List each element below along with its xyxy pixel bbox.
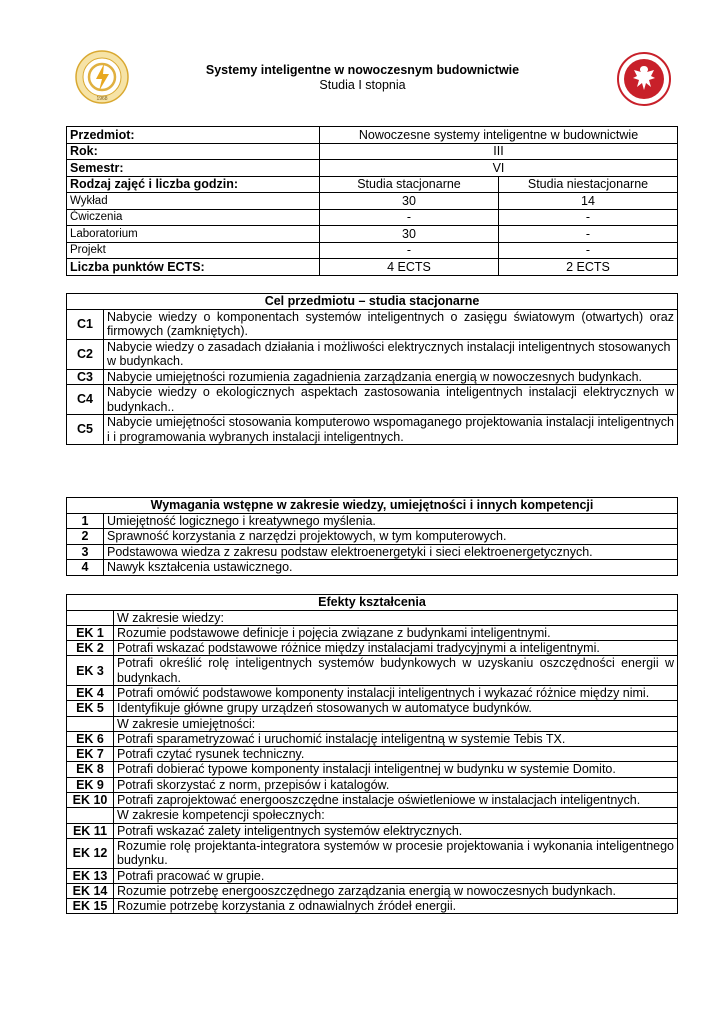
effect-code: EK 14 xyxy=(67,883,114,898)
hours-value: 30 xyxy=(320,226,499,243)
effect-text: Identyfikuje główne grupy urządzeń stosowanych w automatyce budynków. xyxy=(114,701,678,716)
table-row xyxy=(67,127,678,144)
goal-code: C1 xyxy=(67,309,104,339)
table-row xyxy=(67,193,678,210)
effect-text: Potrafi omówić podstawowe komponenty instalacji inteligentnych i wykazać różnice między nimi. xyxy=(114,685,678,700)
effect-text: Potrafi dobierać typowe komponenty instalacji inteligentnej w budynku w systemie Domito. xyxy=(114,762,678,777)
document-title: Systemy inteligentne w nowoczesnym budownictwie xyxy=(205,63,520,77)
table-row xyxy=(67,369,678,385)
table-row xyxy=(67,656,678,686)
table-header-row xyxy=(67,595,678,611)
goal-text: Nabycie umiejętności stosowania komputerowo wspomaganego projektowania instalacji inteligentnych i i programowania wybranych instalacji inteligentnych. xyxy=(104,415,678,445)
effect-code: EK 11 xyxy=(67,823,114,838)
year-label: Rok: xyxy=(67,143,320,160)
goal-text-line: w budynkach. xyxy=(107,354,184,368)
hours-value: - xyxy=(499,226,678,243)
hours-type-label: Laboratorium xyxy=(67,226,320,243)
effect-text: Potrafi wskazać zalety inteligentnych systemów elektrycznych. xyxy=(114,823,678,838)
table-row xyxy=(67,560,678,576)
table-row xyxy=(67,823,678,838)
goal-text: Nabycie wiedzy o komponentach systemów inteligentnych o zasięgu światowym (otwartych) oraz firmowych (zamkniętych). xyxy=(104,309,678,339)
table-header-row xyxy=(67,498,678,514)
table-row xyxy=(67,339,678,369)
subject-label: Przedmiot: xyxy=(67,127,320,144)
table-row xyxy=(67,242,678,259)
effect-code: EK 13 xyxy=(67,868,114,883)
table-row xyxy=(67,259,678,276)
table-row xyxy=(67,731,678,746)
effect-text: Rozumie potrzebę korzystania z odnawialnych źródeł energii. xyxy=(114,899,678,914)
effect-text: Potrafi pracować w grupie. xyxy=(114,868,678,883)
semester-value: VI xyxy=(320,160,678,177)
hours-value: - xyxy=(499,209,678,226)
table-row xyxy=(67,385,678,415)
goal-text xyxy=(104,339,678,369)
hours-type-label: Ćwiczenia xyxy=(67,209,320,226)
section-row xyxy=(67,716,678,731)
document-header xyxy=(0,63,725,93)
table-row xyxy=(67,899,678,914)
effect-code: EK 9 xyxy=(67,777,114,792)
effect-code: EK 10 xyxy=(67,793,114,808)
hours-value: 30 xyxy=(320,193,499,210)
table-row xyxy=(67,544,678,560)
table-row xyxy=(67,309,678,339)
section-title: W zakresie kompetencji społecznych: xyxy=(114,808,678,823)
table-row xyxy=(67,529,678,545)
effect-text: Rozumie rolę projektanta-integratora systemów w procesie projektowania i wykonania inteligentnego budynku. xyxy=(114,838,678,868)
table-row xyxy=(67,160,678,177)
requirement-code: 4 xyxy=(67,560,104,576)
effect-code: EK 12 xyxy=(67,838,114,868)
effect-text: Potrafi zaprojektować energooszczędne instalacje oświetleniowe w instalacjach inteligentnych. xyxy=(114,793,678,808)
subject-table xyxy=(66,126,678,276)
hours-header-label: Rodzaj zajęć i liczba godzin: xyxy=(67,176,320,193)
table-row xyxy=(67,415,678,445)
table-row xyxy=(67,747,678,762)
effect-text: Potrafi wskazać podstawowe różnice między instalacjami tradycyjnymi a inteligentnymi. xyxy=(114,641,678,656)
effect-text: Potrafi sparametryzować i uruchomić instalację inteligentną w systemie Tebis TX. xyxy=(114,731,678,746)
table-row xyxy=(67,793,678,808)
section-row xyxy=(67,610,678,625)
goals-table xyxy=(66,293,678,445)
table-row xyxy=(67,838,678,868)
table-row xyxy=(67,883,678,898)
effect-code: EK 5 xyxy=(67,701,114,716)
effect-code: EK 8 xyxy=(67,762,114,777)
table-row xyxy=(67,176,678,193)
effect-code: EK 3 xyxy=(67,656,114,686)
hours-value: - xyxy=(320,242,499,259)
goal-code: C3 xyxy=(67,369,104,385)
effect-text: Potrafi skorzystać z norm, przepisów i katalogów. xyxy=(114,777,678,792)
requirement-text: Nawyk kształcenia ustawicznego. xyxy=(104,560,678,576)
effect-text: Rozumie podstawowe definicje i pojęcia związane z budynkami inteligentnymi. xyxy=(114,625,678,640)
requirement-code: 3 xyxy=(67,544,104,560)
effect-code: EK 1 xyxy=(67,625,114,640)
table-row xyxy=(67,685,678,700)
table-row xyxy=(67,762,678,777)
subject-value: Nowoczesne systemy inteligentne w budownictwie xyxy=(320,127,678,144)
effect-code: EK 6 xyxy=(67,731,114,746)
requirement-text: Umiejętność logicznego i kreatywnego myślenia. xyxy=(104,513,678,529)
requirement-text: Podstawowa wiedza z zakresu podstaw elektroenergetyki i sieci elektroenergetycznych. xyxy=(104,544,678,560)
ects-label: Liczba punktów ECTS: xyxy=(67,259,320,276)
year-value: III xyxy=(320,143,678,160)
ects-value: 4 ECTS xyxy=(320,259,499,276)
effects-header: Efekty kształcenia xyxy=(67,595,678,611)
effect-code: EK 4 xyxy=(67,685,114,700)
requirement-code: 1 xyxy=(67,513,104,529)
hours-header-extramural: Studia niestacjonarne xyxy=(499,176,678,193)
hours-type-label: Wykład xyxy=(67,193,320,210)
document-subtitle: Studia I stopnia xyxy=(319,78,406,92)
table-header-row xyxy=(67,294,678,310)
goal-text: Nabycie wiedzy o ekologicznych aspektach zastosowania inteligentnych instalacji elektrycznych w budynkach.. xyxy=(104,385,678,415)
semester-label: Semestr: xyxy=(67,160,320,177)
goal-text: Nabycie umiejętności rozumienia zagadnienia zarządzania energią w nowoczesnych budynkach. xyxy=(104,369,678,385)
effect-text: Rozumie potrzebę energooszczędnego zarządzania energią w nowoczesnych budynkach. xyxy=(114,883,678,898)
section-title: W zakresie wiedzy: xyxy=(114,610,678,625)
hours-value: - xyxy=(320,209,499,226)
table-row xyxy=(67,701,678,716)
effect-code: EK 7 xyxy=(67,747,114,762)
table-row xyxy=(67,209,678,226)
table-row xyxy=(67,513,678,529)
requirement-text: Sprawność korzystania z narzędzi projektowych, w tym komputerowych. xyxy=(104,529,678,545)
goal-code: C4 xyxy=(67,385,104,415)
section-row xyxy=(67,808,678,823)
table-row xyxy=(67,143,678,160)
table-row xyxy=(67,777,678,792)
effect-code: EK 15 xyxy=(67,899,114,914)
goal-code: C5 xyxy=(67,415,104,445)
table-row xyxy=(67,868,678,883)
hours-value: 14 xyxy=(499,193,678,210)
hours-value: - xyxy=(499,242,678,259)
requirements-table xyxy=(66,497,678,576)
requirement-code: 2 xyxy=(67,529,104,545)
goals-header: Cel przedmiotu – studia stacjonarne xyxy=(67,294,678,310)
hours-header-stationary: Studia stacjonarne xyxy=(320,176,499,193)
table-row xyxy=(67,641,678,656)
seal-year: 1968 xyxy=(96,96,108,102)
section-title: W zakresie umiejętności: xyxy=(114,716,678,731)
table-row xyxy=(67,625,678,640)
goal-text-line: Nabycie wiedzy o zasadach działania i możliwości elektrycznych instalacji inteligentnych stosowanych xyxy=(107,339,671,354)
goal-code: C2 xyxy=(67,339,104,369)
hours-type-label: Projekt xyxy=(67,242,320,259)
requirements-header: Wymagania wstępne w zakresie wiedzy, umiejętności i innych kompetencji xyxy=(67,498,678,514)
table-row xyxy=(67,226,678,243)
effect-text: Potrafi określić rolę inteligentnych systemów budynkowych w uzyskaniu oszczędności energii w budynkach. xyxy=(114,656,678,686)
effects-table xyxy=(66,594,678,914)
ects-value: 2 ECTS xyxy=(499,259,678,276)
effect-text: Potrafi czytać rysunek techniczny. xyxy=(114,747,678,762)
effect-code: EK 2 xyxy=(67,641,114,656)
